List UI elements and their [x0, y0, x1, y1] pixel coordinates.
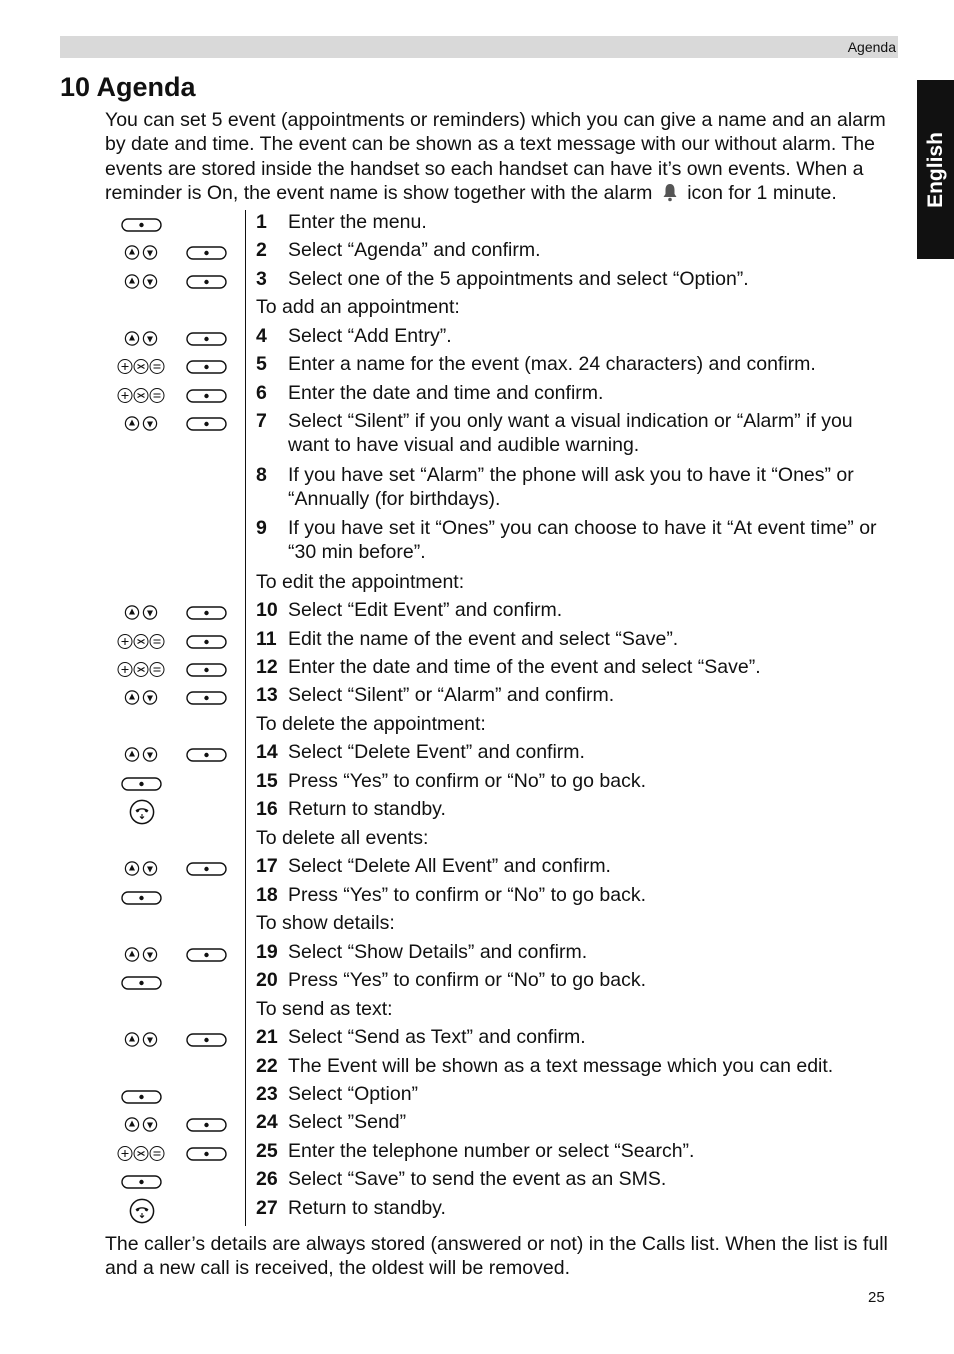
navigation-keys-icon — [124, 860, 158, 877]
navigation-keys-icon — [124, 1031, 158, 1048]
navigation-keys-icon — [124, 604, 158, 621]
step-number: 7 — [256, 410, 267, 432]
step-text: Select “Edit Event” and confirm. — [288, 599, 563, 621]
step-text: Select “Add Entry”. — [288, 325, 452, 347]
navigation-keys-icon — [124, 244, 158, 261]
step-text: If you have set “Alarm” the phone will ask you to have it “Ones” or “Annually (for birthdays). — [288, 464, 854, 511]
keypad-icon — [117, 1145, 165, 1162]
step-number: 16 — [256, 798, 278, 820]
softkey-icon — [186, 948, 227, 962]
step-number: 14 — [256, 741, 278, 763]
step-text: Select “Show Details” and confirm. — [288, 941, 588, 963]
softkey-icon — [186, 691, 227, 705]
step-text: Select “Agenda” and confirm. — [288, 239, 541, 261]
softkey-icon — [121, 1090, 162, 1104]
step-number: 6 — [256, 382, 267, 404]
step-number: 5 — [256, 353, 267, 375]
softkey-icon — [121, 777, 162, 791]
step-number: 15 — [256, 770, 278, 792]
page-number: 25 — [868, 1289, 885, 1306]
step-text: Edit the name of the event and select “Save”. — [288, 628, 679, 650]
step-text: The Event will be shown as a text message which you can edit. — [288, 1055, 834, 1077]
step-number: 18 — [256, 884, 278, 906]
step-number: 10 — [256, 599, 278, 621]
keypad-icon — [117, 633, 165, 650]
running-header-bar — [60, 36, 898, 58]
step-text: Enter the date and time and confirm. — [288, 382, 604, 404]
alarm-bell-icon — [658, 182, 682, 202]
step-text: Enter the date and time of the event and select “Save”. — [288, 656, 761, 678]
step-number: 12 — [256, 656, 278, 678]
step-number: 2 — [256, 239, 267, 261]
softkey-icon — [186, 246, 227, 260]
softkey-icon — [186, 1118, 227, 1132]
step-text: Press “Yes” to confirm or “No” to go back. — [288, 884, 646, 906]
step-text: Select “Save” to send the event as an SMS. — [288, 1168, 667, 1190]
subheading: To add an appointment: — [256, 296, 460, 318]
step-number: 23 — [256, 1083, 278, 1105]
step-text: Select “Delete Event” and confirm. — [288, 741, 585, 763]
softkey-icon — [186, 1147, 227, 1161]
column-divider — [245, 210, 246, 1226]
intro-paragraph — [105, 108, 900, 205]
step-text: Select ”Send” — [288, 1111, 407, 1133]
intro-text-end: icon for 1 minute. — [687, 181, 837, 204]
softkey-icon — [186, 332, 227, 346]
step-text: Enter the menu. — [288, 211, 427, 233]
step-text: Select “Silent” or “Alarm” and confirm. — [288, 684, 615, 706]
softkey-icon — [186, 635, 227, 649]
softkey-icon — [186, 663, 227, 677]
softkey-icon — [121, 1175, 162, 1189]
step-number: 26 — [256, 1168, 278, 1190]
step-number: 1 — [256, 211, 267, 233]
step-number: 9 — [256, 517, 267, 539]
intro-text: You can set 5 event (appointments or reminders) which you can give a name and an alarm by date and time. The event can be shown as a text message with our without alarm. The events are stored inside the handset so each handset can have it’s own events. When a reminder is On, the event name is show together with the alarm — [105, 109, 886, 204]
step-number: 25 — [256, 1140, 278, 1162]
step-number: 11 — [256, 628, 277, 650]
language-tab-label: English — [923, 131, 947, 208]
navigation-keys-icon — [124, 746, 158, 763]
softkey-icon — [186, 360, 227, 374]
step-number: 19 — [256, 941, 278, 963]
softkey-icon — [121, 891, 162, 905]
step-text: Select “Option” — [288, 1083, 419, 1105]
footer-paragraph: The caller’s details are always stored (answered or not) in the Calls list. When the list is full and a new call is received, the oldest will be removed. — [105, 1233, 888, 1280]
step-text: Select “Send as Text” and confirm. — [288, 1026, 586, 1048]
subheading: To delete all events: — [256, 827, 429, 849]
step-text: Press “Yes” to confirm or “No” to go back. — [288, 770, 646, 792]
softkey-icon — [186, 862, 227, 876]
step-number: 8 — [256, 464, 267, 486]
running-header-section: Agenda — [847, 39, 896, 55]
step-number: 21 — [256, 1026, 278, 1048]
subheading: To send as text: — [256, 998, 393, 1020]
navigation-keys-icon — [124, 689, 158, 706]
navigation-keys-icon — [124, 273, 158, 290]
step-number: 22 — [256, 1055, 278, 1077]
language-tab — [917, 80, 954, 259]
keypad-icon — [117, 387, 165, 404]
end-call-key-icon — [129, 1198, 155, 1224]
step-number: 4 — [256, 325, 267, 347]
step-number: 24 — [256, 1111, 278, 1133]
step-text: Select “Delete All Event” and confirm. — [288, 855, 611, 877]
step-text: Enter the telephone number or select “Search”. — [288, 1140, 695, 1162]
subheading: To show details: — [256, 912, 395, 934]
keypad-icon — [117, 661, 165, 678]
softkey-icon — [186, 606, 227, 620]
softkey-icon — [186, 275, 227, 289]
step-number: 17 — [256, 855, 278, 877]
softkey-icon — [121, 218, 162, 232]
keypad-icon — [117, 358, 165, 375]
step-text: Enter a name for the event (max. 24 characters) and confirm. — [288, 353, 816, 375]
step-text: If you have set it “Ones” you can choose to have it “At event time” or “30 min before”. — [288, 517, 877, 564]
step-number: 13 — [256, 684, 278, 706]
page-title: 10 Agenda — [60, 72, 196, 102]
softkey-icon — [186, 417, 227, 431]
end-call-key-icon — [129, 799, 155, 825]
navigation-keys-icon — [124, 946, 158, 963]
step-text: Return to standby. — [288, 1197, 446, 1219]
step-text: Return to standby. — [288, 798, 446, 820]
step-number: 3 — [256, 268, 267, 290]
navigation-keys-icon — [124, 330, 158, 347]
softkey-icon — [186, 1033, 227, 1047]
subheading: To edit the appointment: — [256, 571, 465, 593]
step-number: 27 — [256, 1197, 278, 1219]
step-text: Select one of the 5 appointments and select “Option”. — [288, 268, 749, 290]
navigation-keys-icon — [124, 415, 158, 432]
softkey-icon — [186, 748, 227, 762]
step-text: Press “Yes” to confirm or “No” to go back. — [288, 969, 646, 991]
step-number: 20 — [256, 969, 278, 991]
navigation-keys-icon — [124, 1116, 158, 1133]
step-text: Select “Silent” if you only want a visual indication or “Alarm” if you want to have visual and audible warning. — [288, 410, 853, 457]
softkey-icon — [121, 976, 162, 990]
softkey-icon — [186, 389, 227, 403]
subheading: To delete the appointment: — [256, 713, 486, 735]
